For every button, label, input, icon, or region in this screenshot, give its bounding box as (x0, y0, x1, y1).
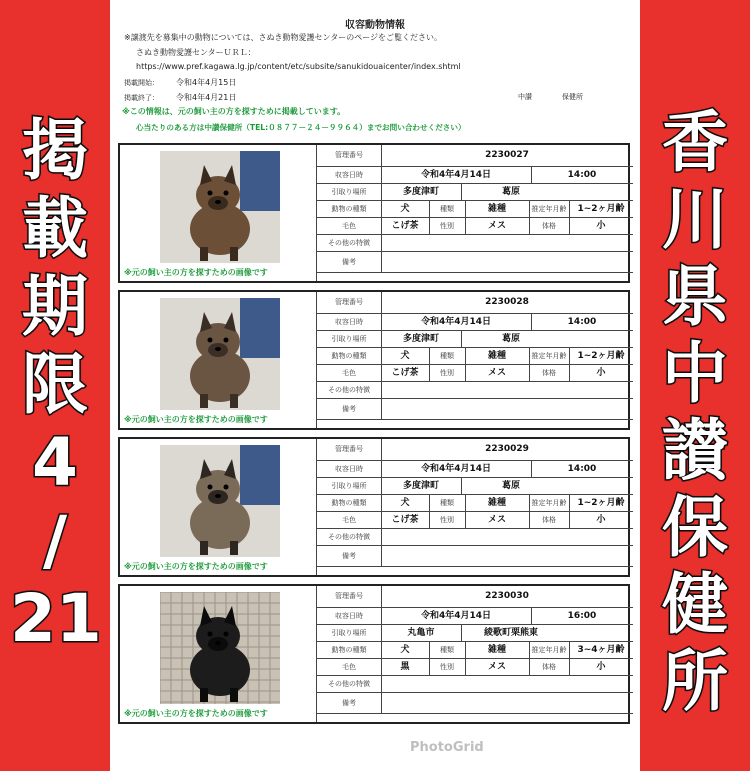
field-label: 体格 (542, 222, 556, 230)
field-value: 犬 (400, 204, 410, 214)
field-label: 毛色 (342, 516, 356, 524)
row-other-features (317, 382, 633, 399)
puppy-photo (160, 445, 280, 557)
field-label: 体格 (542, 516, 556, 524)
field-label: 体格 (542, 369, 556, 377)
cell-divider (465, 365, 466, 381)
field-value (381, 676, 633, 692)
cell-divider (529, 512, 530, 528)
field-label: 性別 (440, 663, 454, 671)
cell-divider (465, 348, 466, 364)
info-table (316, 439, 633, 575)
row-coat-color (317, 218, 633, 235)
cell-divider (429, 495, 430, 511)
row-remarks (317, 546, 633, 567)
field-label: 備考 (342, 405, 356, 413)
cell-divider (461, 184, 462, 200)
field-value: 雑種 (487, 204, 506, 214)
puppy-photo (160, 592, 280, 704)
field-label: 性別 (440, 222, 454, 230)
field-value: 2230029 (485, 444, 529, 454)
field-value: 犬 (400, 645, 410, 655)
cell-divider (465, 642, 466, 658)
field-value (381, 252, 633, 272)
field-value: 1~2ヶ月齢 (577, 498, 625, 508)
row-remarks (317, 693, 633, 714)
field-label: 管理番号 (335, 445, 363, 453)
field-value: メス (487, 662, 506, 672)
field-value: 葛原 (501, 481, 520, 491)
field-label: 引取り場所 (331, 335, 367, 343)
row-animal-type (317, 642, 633, 659)
field-value: 小 (596, 515, 606, 525)
cell-divider (381, 382, 382, 398)
cell-divider (529, 201, 530, 217)
field-label: 引取り場所 (331, 629, 367, 637)
cell-divider (381, 439, 382, 460)
cell-divider (429, 642, 430, 658)
cell-divider (381, 659, 382, 675)
field-value (381, 693, 633, 713)
cell-divider (529, 365, 530, 381)
field-label: 管理番号 (335, 298, 363, 306)
field-label: 管理番号 (335, 151, 363, 159)
field-label: 性別 (440, 516, 454, 524)
cell-divider (381, 625, 382, 641)
cell-divider (569, 201, 570, 217)
cell-divider (429, 659, 430, 675)
field-value (381, 546, 633, 566)
field-value: 令和4年4月14日 (420, 464, 492, 474)
office-name-b: 保健所 (562, 93, 583, 101)
photogrid-watermark: PhotoGrid (410, 740, 484, 755)
field-label: 性別 (440, 369, 454, 377)
field-value: 葛原 (501, 187, 520, 197)
cell-divider (429, 348, 430, 364)
row-intake-date (317, 167, 633, 184)
field-value: 雑種 (487, 645, 506, 655)
field-value: メス (487, 221, 506, 231)
field-value: メス (487, 368, 506, 378)
cell-divider (381, 399, 382, 419)
cell-divider (569, 365, 570, 381)
row-pickup-place (317, 625, 633, 642)
row-animal-type (317, 348, 633, 365)
field-value: 2230027 (485, 150, 529, 160)
field-label: 収容日時 (335, 171, 363, 179)
row-management-number (317, 586, 633, 608)
animal-card (118, 143, 630, 283)
field-label: 動物の種類 (331, 352, 367, 360)
field-value: 小 (596, 221, 606, 231)
cell-divider (461, 331, 462, 347)
cell-divider (381, 608, 382, 624)
row-pickup-place (317, 331, 633, 348)
start-date: 令和4年4月15日 (176, 78, 237, 87)
field-label: 備考 (342, 258, 356, 266)
field-value: こげ茶 (391, 368, 419, 378)
photo-caption: ※元の飼い主の方を探すための画像です (124, 268, 268, 277)
end-label: 掲載終了： (124, 94, 159, 102)
cell-divider (531, 608, 532, 624)
field-value: 小 (596, 662, 606, 672)
field-label: 毛色 (342, 663, 356, 671)
field-label: 種類 (440, 646, 454, 654)
row-coat-color (317, 512, 633, 529)
cell-divider (569, 642, 570, 658)
cell-divider (381, 546, 382, 566)
field-value: 葛原 (501, 334, 520, 344)
field-label: 収容日時 (335, 612, 363, 620)
cell-divider (465, 218, 466, 234)
field-value: 2230030 (485, 591, 529, 601)
cell-divider (529, 348, 530, 364)
field-label: 動物の種類 (331, 646, 367, 654)
cell-divider (569, 495, 570, 511)
row-other-features (317, 235, 633, 252)
cell-divider (461, 625, 462, 641)
cell-divider (381, 331, 382, 347)
center-url[interactable]: https://www.pref.kagawa.lg.jp/content/etc/subsite/sanukidouaicenter/index.shtml (136, 62, 461, 71)
field-value (381, 382, 633, 398)
field-label: その他の特徴 (328, 386, 370, 394)
cell-divider (381, 676, 382, 692)
row-intake-date (317, 314, 633, 331)
field-label: 引取り場所 (331, 188, 367, 196)
field-label: 毛色 (342, 222, 356, 230)
row-animal-type (317, 201, 633, 218)
field-value: 多度津町 (402, 481, 439, 491)
start-label: 掲載開始： (124, 79, 159, 87)
field-label: その他の特徴 (328, 680, 370, 688)
cell-divider (429, 201, 430, 217)
cell-divider (381, 252, 382, 272)
field-value: 令和4年4月14日 (420, 170, 492, 180)
row-intake-date (317, 608, 633, 625)
field-value: 14:00 (567, 170, 597, 180)
field-value: 令和4年4月14日 (420, 611, 492, 621)
animal-card (118, 437, 630, 577)
cell-divider (429, 512, 430, 528)
field-label: その他の特徴 (328, 533, 370, 541)
field-value: 多度津町 (402, 334, 439, 344)
field-label: その他の特徴 (328, 239, 370, 247)
cell-divider (529, 659, 530, 675)
field-value: 雑種 (487, 351, 506, 361)
document-title: 収容動物情報 (345, 20, 405, 31)
photo-caption: ※元の飼い主の方を探すための画像です (124, 415, 268, 424)
field-label: 種類 (440, 205, 454, 213)
office-name-a: 中讃 (518, 93, 532, 101)
field-label: 毛色 (342, 369, 356, 377)
cell-divider (381, 201, 382, 217)
note-line-1: ※譲渡先を募集中の動物については、さぬき動物愛護センターのページをご覧ください。 (124, 33, 443, 42)
cell-divider (381, 693, 382, 713)
cell-divider (569, 348, 570, 364)
cell-divider (381, 184, 382, 200)
cell-divider (465, 495, 466, 511)
field-value: 14:00 (567, 464, 597, 474)
cell-divider (529, 218, 530, 234)
row-management-number (317, 292, 633, 314)
cell-divider (381, 292, 382, 313)
field-label: 引取り場所 (331, 482, 367, 490)
field-label: 推定年月齢 (531, 646, 567, 654)
field-value (381, 235, 633, 251)
cell-divider (569, 659, 570, 675)
field-value: こげ茶 (391, 515, 419, 525)
row-pickup-place (317, 184, 633, 201)
cell-divider (529, 495, 530, 511)
cell-divider (569, 512, 570, 528)
row-coat-color (317, 365, 633, 382)
cell-divider (531, 314, 532, 330)
row-remarks (317, 252, 633, 273)
field-label: 収容日時 (335, 465, 363, 473)
field-value: 丸亀市 (407, 628, 435, 638)
animal-card (118, 584, 630, 724)
info-table (316, 586, 633, 722)
field-value: 1~2ヶ月齢 (577, 351, 625, 361)
field-value: 令和4年4月14日 (420, 317, 492, 327)
cell-divider (465, 201, 466, 217)
field-label: 種類 (440, 352, 454, 360)
field-value: 16:00 (567, 611, 597, 621)
end-date: 令和4年4月21日 (176, 93, 237, 102)
field-label: 管理番号 (335, 592, 363, 600)
cell-divider (529, 642, 530, 658)
field-label: 備考 (342, 552, 356, 560)
cell-divider (381, 642, 382, 658)
cell-divider (429, 218, 430, 234)
photo-caption: ※元の飼い主の方を探すための画像です (124, 562, 268, 571)
cell-divider (381, 235, 382, 251)
field-value: 犬 (400, 351, 410, 361)
office-vertical-text: 香 川 県 中 讃 保 健 所 (662, 104, 728, 720)
row-management-number (317, 439, 633, 461)
info-table (316, 292, 633, 428)
field-value: 犬 (400, 498, 410, 508)
field-value: 綾歌町栗熊東 (483, 628, 538, 638)
note-line-2: さぬき動物愛護センターＵＲＬ： (136, 48, 256, 57)
cell-divider (531, 167, 532, 183)
field-value: 3~4ヶ月齢 (577, 645, 625, 655)
row-management-number (317, 145, 633, 167)
info-table (316, 145, 633, 281)
cell-divider (429, 365, 430, 381)
row-other-features (317, 529, 633, 546)
field-label: 動物の種類 (331, 499, 367, 507)
field-label: 推定年月齢 (531, 205, 567, 213)
field-label: 推定年月齢 (531, 352, 567, 360)
field-value: 14:00 (567, 317, 597, 327)
cell-divider (381, 348, 382, 364)
green-notice-1: ※この情報は、元の飼い主の方を探すために掲載しています。 (122, 107, 346, 116)
row-animal-type (317, 495, 633, 512)
field-label: 備考 (342, 699, 356, 707)
row-intake-date (317, 461, 633, 478)
cell-divider (531, 461, 532, 477)
field-label: 推定年月齢 (531, 499, 567, 507)
field-value: 1~2ヶ月齢 (577, 204, 625, 214)
row-pickup-place (317, 478, 633, 495)
cell-divider (381, 478, 382, 494)
field-label: 体格 (542, 663, 556, 671)
cell-divider (381, 145, 382, 166)
field-value (381, 399, 633, 419)
cell-divider (381, 167, 382, 183)
cell-divider (381, 314, 382, 330)
cell-divider (381, 461, 382, 477)
photo-caption: ※元の飼い主の方を探すための画像です (124, 709, 268, 718)
row-coat-color (317, 659, 633, 676)
cell-divider (381, 365, 382, 381)
field-value: こげ茶 (391, 221, 419, 231)
cell-divider (461, 478, 462, 494)
puppy-photo (160, 151, 280, 263)
row-remarks (317, 399, 633, 420)
row-other-features (317, 676, 633, 693)
field-value: 多度津町 (402, 187, 439, 197)
cell-divider (465, 512, 466, 528)
deadline-vertical-text: 掲 載 期 限 4 / 21 (10, 112, 102, 657)
field-value: 黒 (400, 662, 410, 672)
field-value: メス (487, 515, 506, 525)
cell-divider (381, 529, 382, 545)
cell-divider (381, 512, 382, 528)
field-value: 2230028 (485, 297, 529, 307)
field-label: 動物の種類 (331, 205, 367, 213)
cell-divider (381, 495, 382, 511)
puppy-photo (160, 298, 280, 410)
field-value (381, 529, 633, 545)
cell-divider (381, 218, 382, 234)
field-label: 種類 (440, 499, 454, 507)
field-label: 収容日時 (335, 318, 363, 326)
cell-divider (465, 659, 466, 675)
cell-divider (569, 218, 570, 234)
cell-divider (381, 586, 382, 607)
field-value: 小 (596, 368, 606, 378)
field-value: 雑種 (487, 498, 506, 508)
animal-card (118, 290, 630, 430)
green-notice-2: 心当たりのある方は中讃保健所（TEL:０８７７－２４－９９６４）までお問い合わせください） (136, 123, 466, 132)
